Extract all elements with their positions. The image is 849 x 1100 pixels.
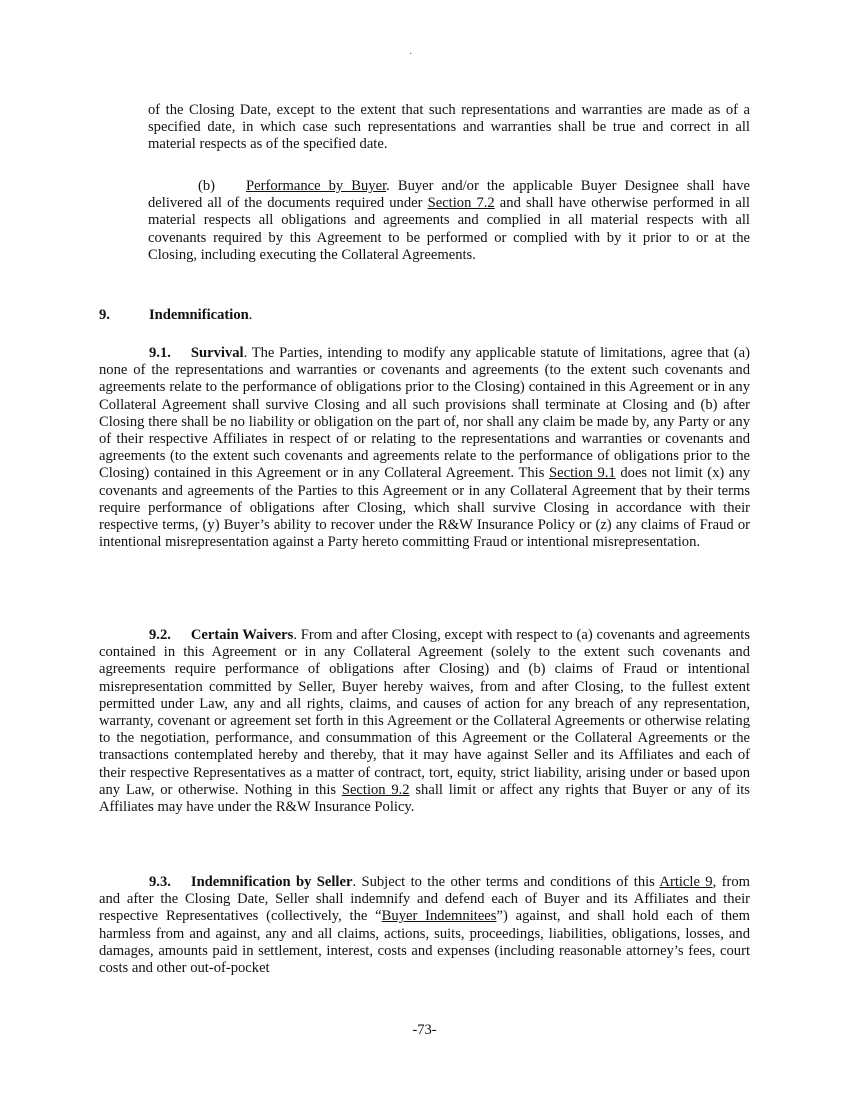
section-9-2-text-1: . From and after Closing, except with respect to (a) covenants and agreements contained in this Agreement or in any Collateral Agreement (solely to the extent such covenants and agreements require performance of obligations after Closing) and (b) claims of Fraud or intentional misrepresentation committed by Seller, Buyer hereby waives, from and after Closing, to the fullest extent permitted under Law, any and all rights, claims, and causes of action for any breach of any representation, warranty, covenant or agreement set forth in this Agreement or the Collateral Agreements or otherwise relating to the negotiation, performance, and consummation of this Agreement or the Collateral Agreements or the transactions contemplated hereby and thereby, that it may have against Seller and its Affiliates and each of their respective Representatives as a matter of contract, tort, equity, strict liability, arising under or based upon any Law, or otherwise. Nothing in this <box>99 627 751 798</box>
continuation-text: of the Closing Date, except to the extent that such representations and warranties are made as of a specified date, in which case such representations and warranties shall be true and correct in all material respects as of the specified date. <box>148 102 750 153</box>
article-9-number: 9. <box>99 307 110 323</box>
article-9-ref: Article 9 <box>659 874 713 890</box>
section-9-3-paragraph <box>99 874 750 977</box>
continuation-paragraph <box>148 102 750 154</box>
article-9-title: Indemnification <box>149 307 249 323</box>
section-9-2-title: Certain Waivers <box>190 627 294 643</box>
section-8b-paragraph <box>148 178 750 264</box>
page-number: -73- <box>412 1022 437 1038</box>
section-9-1-ref: Section 9.1 <box>549 465 616 482</box>
section-9-1-paragraph <box>99 345 750 551</box>
section-9-2-paragraph <box>99 627 750 816</box>
section-8b-text-2: and shall have otherwise performed in all material respects all obligations and agreements and complied in all material respects with all covenants required by this Agreement to be performed or complied with by it prior to or at the Closing, including executing the Collateral Agreements. <box>148 195 750 263</box>
section-7-2-ref: Section 7.2 <box>427 195 495 212</box>
article-9-heading <box>99 306 252 324</box>
section-9-3-text-3: ”) against, and shall hold each of them harmless from and against, any and all claims, actions, suits, proceedings, liabilities, obligations, losses, and damages, amounts paid in settlement, interest, costs and expenses (including reasonable attorney’s fees, court costs and other out-of-pocket <box>99 908 750 977</box>
section-9-3-title: Indemnification by Seller <box>190 874 353 890</box>
buyer-indemnitees-term: Buyer Indemnitees <box>381 908 497 925</box>
scan-mark: · <box>409 49 413 60</box>
article-9-period: . <box>248 307 253 323</box>
section-9-2-ref: Section 9.2 <box>341 781 410 798</box>
section-9-1-title: Survival <box>190 345 244 361</box>
section-8b-text-1: . Buyer and/or the applicable Buyer Designee shall have delivered all of the documents required under <box>148 178 750 212</box>
section-9-3-text-2: , from and after the Closing Date, Seller shall indemnify and defend each of Buyer and its Affiliates and their respective Representatives (collectively, the “ <box>99 874 750 925</box>
section-9-2-text-2: shall limit or affect any rights that Buyer or any of its Affiliates may have under the R&W Insurance Policy. <box>99 781 750 816</box>
section-8b-title: Performance by Buyer <box>246 178 387 194</box>
section-9-1-text-2: does not limit (x) any covenants and agreements of the Parties to this Agreement or in any Collateral Agreement that by their terms require performance of obligations after Closing, which shall survive Closing in accordance with their respective terms, (y) Buyer’s ability to recover under the R&W Insurance Policy or (z) any claims of Fraud or intentional misrepresentation against a Party hereto committing Fraud or intentional misrepresentation. <box>99 465 750 551</box>
section-8b-label: (b) <box>198 178 216 194</box>
section-9-1-text-1: . The Parties, intending to modify any applicable statute of limitations, agree that (a) none of the representations and warranties or covenants and agreements (to the extent such covenants and agreements relate to the performance of obligations prior to the Closing) contained in this Agreement or in any Collateral Agreement shall survive Closing and all such provisions shall terminate at Closing and (b) after Closing there shall be no liability or obligation on the part of, nor shall any claim be made by, any Party or any of their respective Affiliates in respect of or relating to the representations and warranties or covenants and agreements (to the extent such covenants and agreements relate to the performance of obligations prior to the Closing) contained in this Agreement or in any Collateral Agreement. This <box>99 345 750 482</box>
section-9-1-number: 9.1. <box>149 345 171 361</box>
section-9-3-number: 9.3. <box>149 874 171 890</box>
section-9-3-text-1: . Subject to the other terms and conditions of this <box>352 874 660 890</box>
section-9-2-number: 9.2. <box>149 627 171 643</box>
